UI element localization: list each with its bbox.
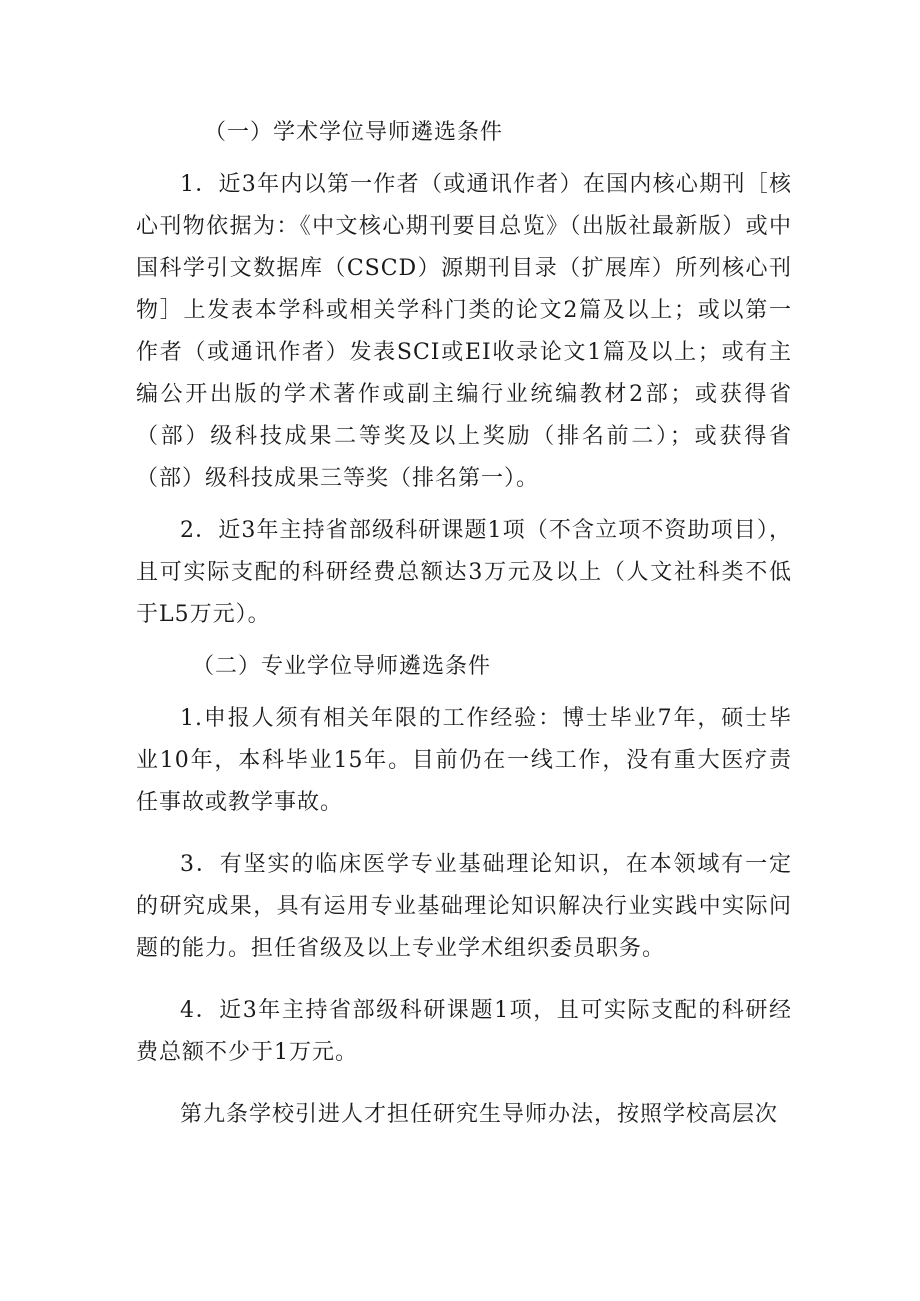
professional-condition-4: 4．近3年主持省部级科研课题1项，且可实际支配的科研经费总额不少于1万元。 bbox=[136, 998, 792, 1065]
professional-condition-1: 1.申报人须有相关年限的工作经验：博士毕业7年，硕士毕业10年，本科毕业15年。目前仍在一线工作，没有重大医疗责任事故或教学事故。 bbox=[136, 706, 792, 815]
academic-condition-1: 1．近3年内以第一作者（或通讯作者）在国内核心期刊［核心刊物依据为：《中文核心期刊要目总览》（出版社最新版）或中国科学引文数据库（CSCD）源期刊目录（扩展库）所列核心刊物］上发表本学科或相关学科门类的论文2篇及以上；或以第一作者（或通讯作者）发表SCI或EI收录论文1篇及以上；或有主编公开出版的学术著作或副主编行业统编教材2部；或获得省（部）级科技成果二等奖及以上奖励（排名前二）；或获得省（部）级科技成果三等奖（排名第一）。 bbox=[136, 172, 792, 491]
section-heading-professional: （二）专业学位导师遴选条件 bbox=[192, 654, 492, 679]
document-page bbox=[136, 112, 792, 1136]
academic-condition-2: 2．近3年主持省部级科研课题1项（不含立项不资助项目），且可实际支配的科研经费总额达3万元及以上（人文社科类不低于L5万元）。 bbox=[136, 518, 792, 627]
professional-condition-3: 3．有坚实的临床医学专业基础理论知识，在本领域有一定的研究成果，具有运用专业基础理论知识解决行业实践中实际问题的能力。担任省级及以上专业学术组织委员职务。 bbox=[136, 852, 792, 961]
article-nine: 第九条学校引进人才担任研究生导师办法，按照学校高层次 bbox=[180, 1102, 779, 1127]
section-heading-academic: （一）学术学位导师遴选条件 bbox=[204, 120, 504, 145]
